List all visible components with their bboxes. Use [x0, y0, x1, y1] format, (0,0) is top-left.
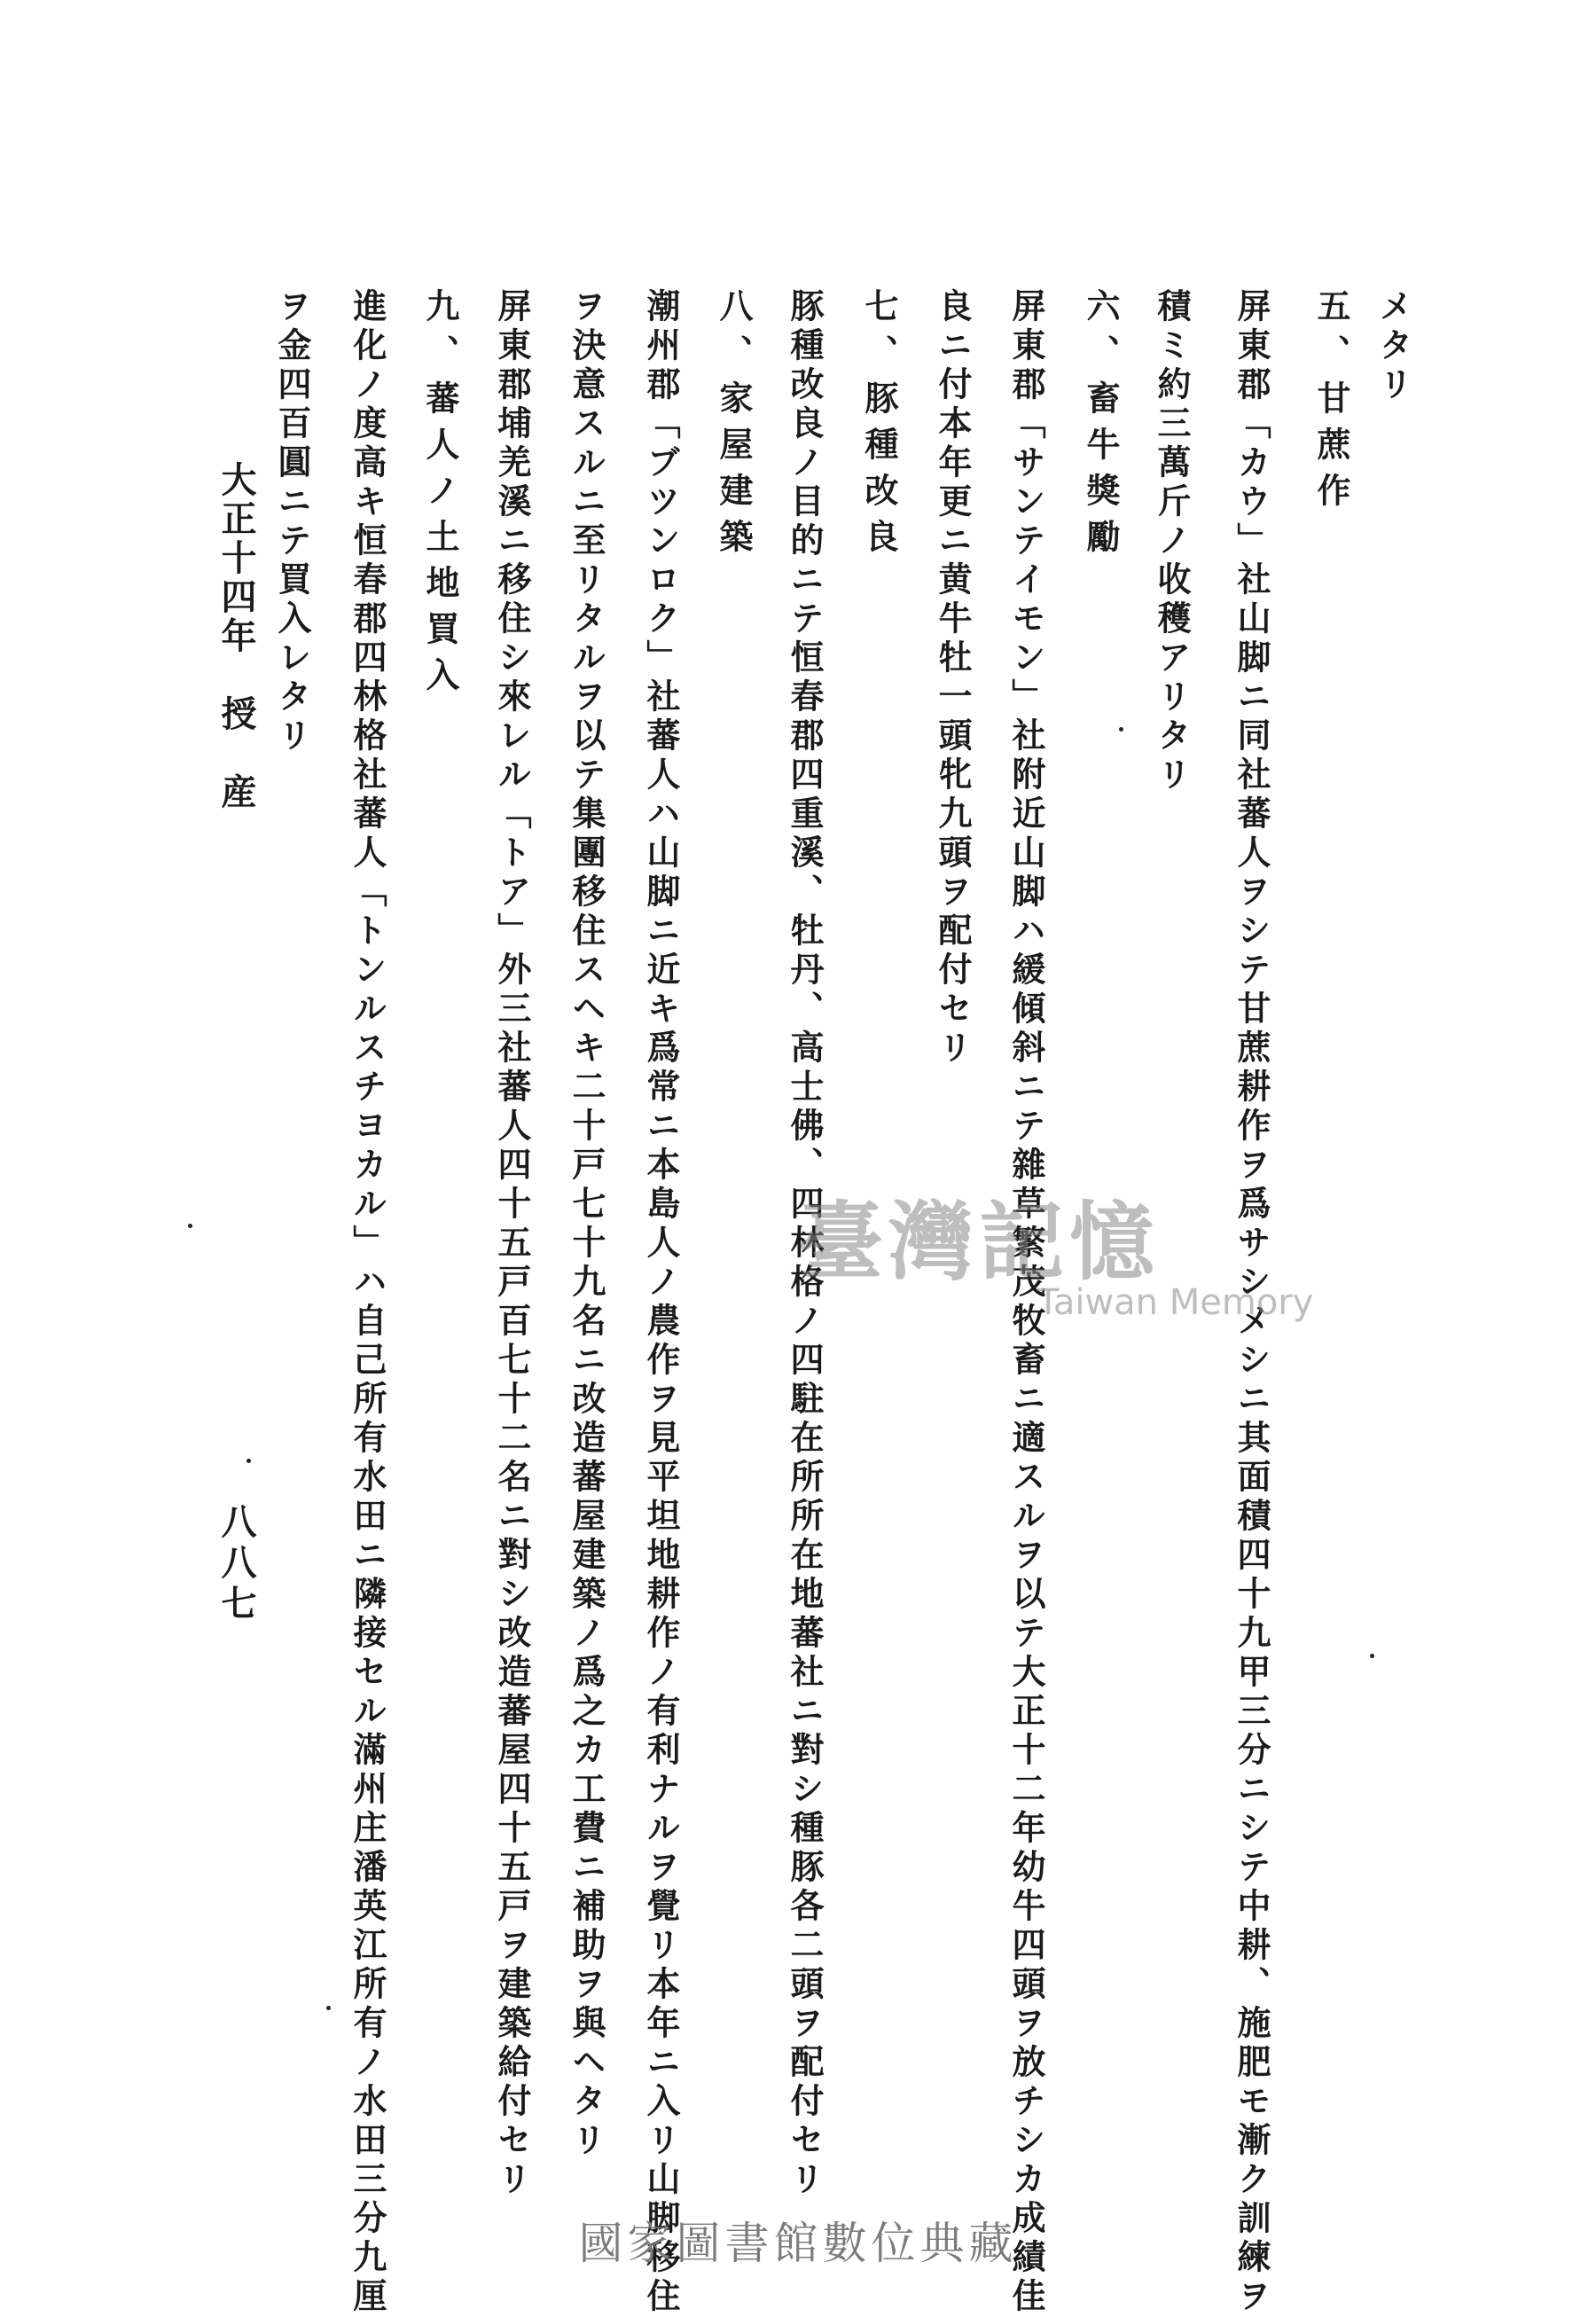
watermark-logo — [798, 1175, 1313, 1323]
scan-speck — [188, 1224, 192, 1228]
watermark-chinese: 臺灣記憶 — [798, 1192, 1160, 1292]
text-column-11: 潮州郡「ブツンロク」社蕃人ハ山脚ニ近キ爲常ニ本島人ノ農作ヲ見平坦地耕作ノ有利ナルヲ覺リ本年ニ入リ山脚移住 — [641, 288, 681, 2317]
text-column-7: 良ニ付本年更ニ黄牛牡一頭牝九頭ヲ配付セリ — [933, 288, 973, 1068]
section-heading-7: 七、豚種改良 — [859, 288, 899, 565]
text-column-1: メタリ — [1373, 288, 1413, 405]
text-column-6: 屏東郡「サンテイモン」社附近山脚ハ緩傾斜ニテ雜草繁茂牧畜ニ適スルヲ以テ大正十二年幼牛四頭ヲ放チシカ成績佳 — [1006, 288, 1046, 2317]
section-heading-6: 六、畜牛獎勵 — [1081, 288, 1121, 565]
text-column-4: 積ミ約三萬斤ノ收穫アリタリ — [1152, 288, 1192, 795]
section-heading-8: 八、家屋建築 — [714, 288, 754, 565]
page-number: 八八七 — [215, 1503, 257, 1625]
text-column-13: 屏東郡埔羌溪ニ移住シ來レル「トア」外三社蕃人四十五戸百七十二名ニ對シ改造蕃屋四十五戸ヲ建築給付セリ — [492, 288, 532, 2200]
text-column-3: 屏東郡「カウ」社山脚ニ同社蕃人ヲシテ甘蔗耕作ヲ爲サシメシニ其面積四十九甲三分ニシテ中耕、施肥モ漸ク訓練ヲ — [1232, 288, 1271, 2317]
text-column-15: 進化ノ度高キ恒春郡四林格社蕃人「トンルスチヨカル」ハ自己所有水田ニ隣接セル滿州庄潘英江所有ノ水田三分九厘 — [348, 288, 387, 2317]
text-column-16: ヲ金四百圓ニテ買入レタリ — [272, 288, 312, 756]
section-heading-9: 九、蕃人ノ土地買入 — [420, 288, 460, 703]
running-head: 大正十四年 授 産 — [215, 461, 257, 812]
section-heading-5: 五、甘蔗作 — [1311, 288, 1351, 519]
library-footer: 國家圖書館數位典藏 — [578, 2218, 1018, 2269]
scan-speck — [1370, 1654, 1374, 1658]
text-column-12: ヲ決意スルニ至リタルヲ以テ集團移住スヘキ二十戸七十九名ニ改造蕃屋建築ノ爲之カ工費ニ補助ヲ與ヘタリ — [567, 288, 606, 2161]
scan-speck — [326, 2006, 331, 2010]
text-column-9: 豚種改良ノ目的ニテ恒春郡四重溪、牡丹、高士佛、四林格ノ四駐在所所在地蕃社ニ對シ種豚各二頭ヲ配付セリ — [785, 288, 825, 2200]
watermark-english: Taiwan Memory — [1037, 1282, 1314, 1323]
scan-speck — [246, 1459, 251, 1463]
scan-speck — [1119, 727, 1123, 732]
